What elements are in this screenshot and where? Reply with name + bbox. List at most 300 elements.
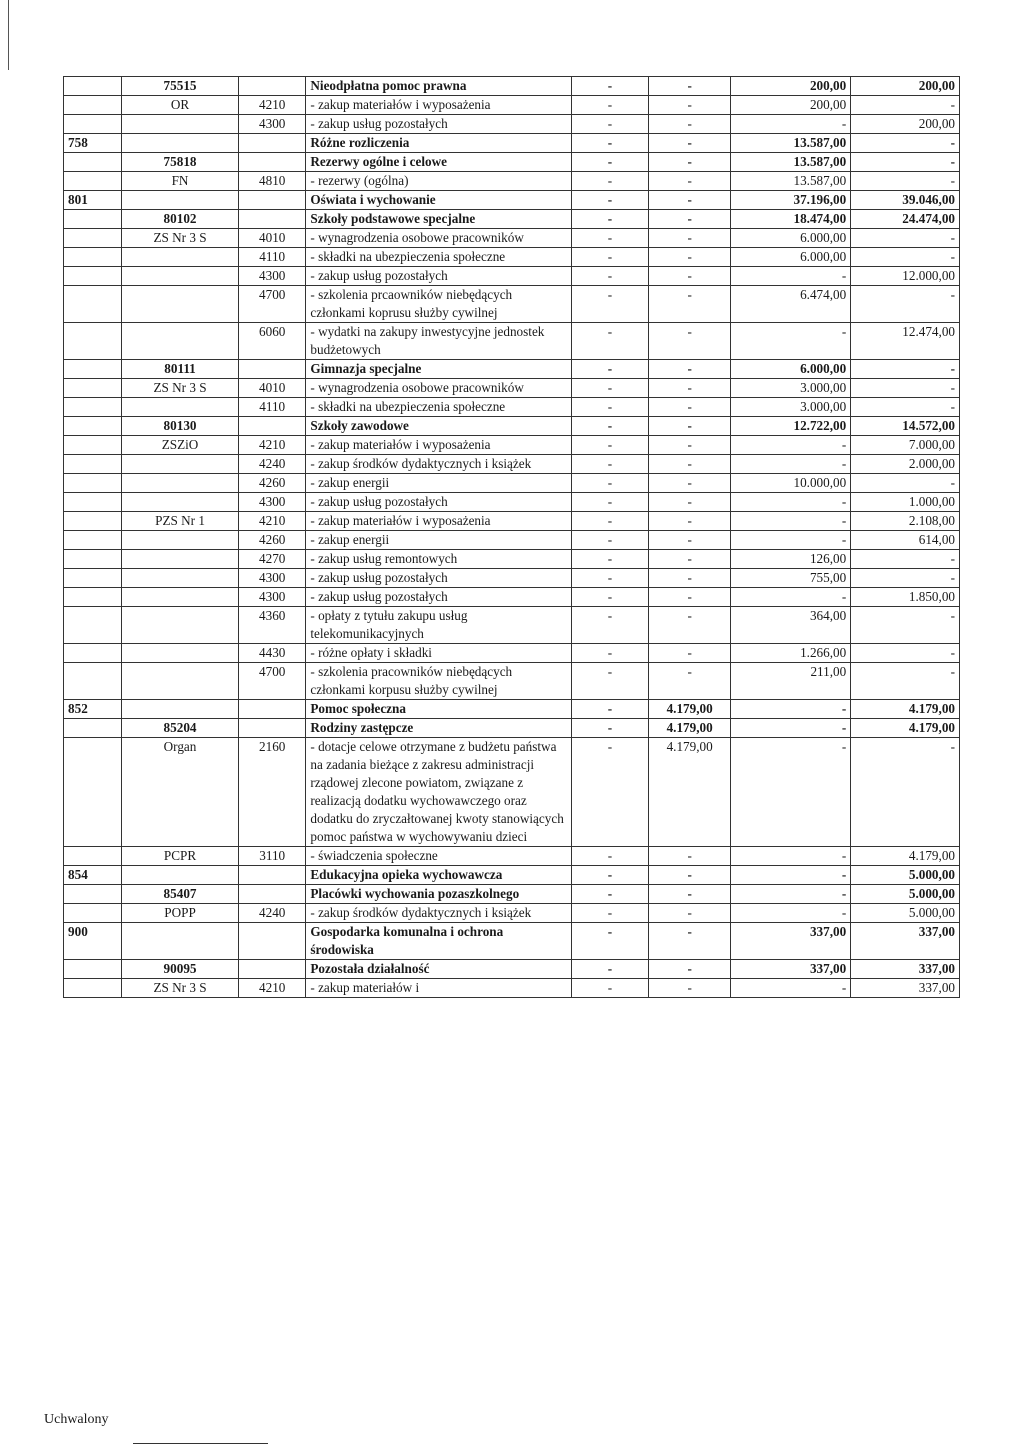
amount-cell: 5.000,00 (851, 866, 960, 885)
name-cell: Oświata i wychowanie (306, 191, 571, 210)
dzial-cell (64, 115, 122, 134)
dzial-cell (64, 323, 122, 360)
amount-cell: 5.000,00 (851, 885, 960, 904)
amount-cell: - (649, 172, 731, 191)
paragraf-cell (239, 719, 306, 738)
amount-cell: - (649, 474, 731, 493)
amount-cell: 13.587,00 (731, 134, 851, 153)
amount-cell: - (571, 191, 649, 210)
table-row (64, 663, 960, 700)
amount-cell: - (571, 248, 649, 267)
table-row (64, 700, 960, 719)
amount-cell: - (731, 700, 851, 719)
amount-cell: - (649, 153, 731, 172)
amount-cell: - (731, 738, 851, 847)
amount-cell: - (571, 229, 649, 248)
amount-cell: - (571, 663, 649, 700)
amount-cell: - (731, 866, 851, 885)
amount-cell: - (649, 436, 731, 455)
paragraf-cell (239, 134, 306, 153)
name-cell: - zakup materiałów i wyposażenia (306, 96, 571, 115)
dzial-cell: 758 (64, 134, 122, 153)
paragraf-cell: 6060 (239, 323, 306, 360)
rozdzial-cell (122, 493, 239, 512)
rozdzial-cell (122, 923, 239, 960)
budget-table (63, 76, 960, 998)
amount-cell: - (851, 360, 960, 379)
paragraf-cell: 4010 (239, 379, 306, 398)
amount-cell: - (649, 512, 731, 531)
rozdzial-cell (122, 866, 239, 885)
amount-cell: - (851, 172, 960, 191)
amount-cell: - (731, 323, 851, 360)
name-cell: - wynagrodzenia osobowe pracowników (306, 379, 571, 398)
table-row (64, 267, 960, 286)
paragraf-cell (239, 700, 306, 719)
amount-cell: - (649, 286, 731, 323)
table-row (64, 719, 960, 738)
table-row (64, 644, 960, 663)
paragraf-cell: 4110 (239, 398, 306, 417)
name-cell: - zakup usług pozostałych (306, 569, 571, 588)
paragraf-cell: 4240 (239, 455, 306, 474)
amount-cell: - (571, 474, 649, 493)
paragraf-cell (239, 153, 306, 172)
paragraf-cell: 4810 (239, 172, 306, 191)
amount-cell: - (571, 644, 649, 663)
paragraf-cell: 4700 (239, 286, 306, 323)
amount-cell: - (571, 172, 649, 191)
rozdzial-cell: ZS Nr 3 S (122, 229, 239, 248)
amount-cell: 4.179,00 (649, 700, 731, 719)
amount-cell: - (649, 866, 731, 885)
amount-cell: - (731, 493, 851, 512)
amount-cell: - (731, 847, 851, 866)
name-cell: - zakup środków dydaktycznych i książek (306, 455, 571, 474)
paragraf-cell: 4270 (239, 550, 306, 569)
rozdzial-cell: 75515 (122, 77, 239, 96)
rozdzial-cell: ZS Nr 3 S (122, 979, 239, 998)
amount-cell: 337,00 (851, 960, 960, 979)
paragraf-cell: 4260 (239, 474, 306, 493)
table-row (64, 134, 960, 153)
table-row (64, 96, 960, 115)
dzial-cell (64, 979, 122, 998)
rozdzial-cell: PZS Nr 1 (122, 512, 239, 531)
paragraf-cell: 4360 (239, 607, 306, 644)
amount-cell: - (649, 663, 731, 700)
paragraf-cell (239, 417, 306, 436)
amount-cell: - (571, 96, 649, 115)
paragraf-cell (239, 885, 306, 904)
name-cell: Gimnazja specjalne (306, 360, 571, 379)
table-row (64, 398, 960, 417)
amount-cell: - (731, 885, 851, 904)
name-cell: - wynagrodzenia osobowe pracowników (306, 229, 571, 248)
rozdzial-cell (122, 569, 239, 588)
table-row (64, 77, 960, 96)
rozdzial-cell: ZS Nr 3 S (122, 379, 239, 398)
table-row (64, 979, 960, 998)
paragraf-cell (239, 866, 306, 885)
table-row (64, 360, 960, 379)
amount-cell: - (851, 134, 960, 153)
dzial-cell (64, 229, 122, 248)
name-cell: Różne rozliczenia (306, 134, 571, 153)
paragraf-cell: 4300 (239, 493, 306, 512)
name-cell: - opłaty z tytułu zakupu usług telekomunikacyjnych (306, 607, 571, 644)
rozdzial-cell: 80111 (122, 360, 239, 379)
name-cell: - zakup energii (306, 474, 571, 493)
amount-cell: - (649, 960, 731, 979)
rozdzial-cell (122, 267, 239, 286)
dzial-cell (64, 512, 122, 531)
rozdzial-cell (122, 286, 239, 323)
amount-cell: - (851, 398, 960, 417)
amount-cell: - (851, 663, 960, 700)
table-row (64, 115, 960, 134)
amount-cell: - (649, 115, 731, 134)
name-cell: - składki na ubezpieczenia społeczne (306, 398, 571, 417)
footer-note: Uchwalony (44, 1412, 109, 1427)
dzial-cell (64, 847, 122, 866)
dzial-cell (64, 493, 122, 512)
amount-cell: 6.000,00 (731, 360, 851, 379)
dzial-cell (64, 960, 122, 979)
rozdzial-cell: OR (122, 96, 239, 115)
paragraf-cell (239, 191, 306, 210)
amount-cell: - (649, 904, 731, 923)
name-cell: - zakup usług pozostałych (306, 115, 571, 134)
table-row (64, 172, 960, 191)
amount-cell: - (649, 267, 731, 286)
amount-cell: 614,00 (851, 531, 960, 550)
paragraf-cell (239, 360, 306, 379)
table-row (64, 588, 960, 607)
dzial-cell (64, 550, 122, 569)
dzial-cell: 852 (64, 700, 122, 719)
paragraf-cell: 4210 (239, 979, 306, 998)
amount-cell: - (571, 550, 649, 569)
dzial-cell (64, 379, 122, 398)
rozdzial-cell (122, 248, 239, 267)
amount-cell: 200,00 (851, 77, 960, 96)
dzial-cell (64, 153, 122, 172)
amount-cell: - (571, 700, 649, 719)
amount-cell: 3.000,00 (731, 379, 851, 398)
name-cell: - świadczenia społeczne (306, 847, 571, 866)
amount-cell: - (571, 512, 649, 531)
amount-cell: - (851, 153, 960, 172)
amount-cell: 1.000,00 (851, 493, 960, 512)
name-cell: - zakup usług remontowych (306, 550, 571, 569)
budget-table-body (64, 77, 960, 998)
amount-cell: 126,00 (731, 550, 851, 569)
paragraf-cell (239, 77, 306, 96)
amount-cell: - (731, 115, 851, 134)
amount-cell: 364,00 (731, 607, 851, 644)
dzial-cell (64, 455, 122, 474)
amount-cell: - (571, 923, 649, 960)
dzial-cell (64, 172, 122, 191)
name-cell: - szkolenia pracowników niebędących członkami korpusu służby cywilnej (306, 663, 571, 700)
amount-cell: - (571, 455, 649, 474)
amount-cell: 337,00 (731, 960, 851, 979)
amount-cell: 5.000,00 (851, 904, 960, 923)
dzial-cell (64, 210, 122, 229)
amount-cell: - (649, 210, 731, 229)
amount-cell: - (571, 588, 649, 607)
amount-cell: - (851, 96, 960, 115)
table-row (64, 191, 960, 210)
name-cell: - zakup usług pozostałych (306, 493, 571, 512)
amount-cell: - (571, 866, 649, 885)
amount-cell: - (571, 267, 649, 286)
amount-cell: - (851, 550, 960, 569)
amount-cell: 4.179,00 (649, 738, 731, 847)
scan-edge-mark (8, 0, 9, 70)
amount-cell: - (851, 379, 960, 398)
dzial-cell (64, 360, 122, 379)
table-row (64, 323, 960, 360)
amount-cell: 200,00 (731, 96, 851, 115)
table-row (64, 493, 960, 512)
amount-cell: - (851, 644, 960, 663)
paragraf-cell: 4210 (239, 436, 306, 455)
amount-cell: 37.196,00 (731, 191, 851, 210)
name-cell: Edukacyjna opieka wychowawcza (306, 866, 571, 885)
amount-cell: - (571, 531, 649, 550)
rozdzial-cell (122, 134, 239, 153)
dzial-cell (64, 885, 122, 904)
paragraf-cell: 4300 (239, 115, 306, 134)
paragraf-cell: 4210 (239, 512, 306, 531)
amount-cell: 4.179,00 (851, 700, 960, 719)
amount-cell: 6.474,00 (731, 286, 851, 323)
dzial-cell (64, 286, 122, 323)
rozdzial-cell (122, 474, 239, 493)
amount-cell: - (571, 77, 649, 96)
amount-cell: - (649, 229, 731, 248)
amount-cell: - (571, 379, 649, 398)
name-cell: Szkoły zawodowe (306, 417, 571, 436)
rozdzial-cell: Organ (122, 738, 239, 847)
amount-cell: - (571, 719, 649, 738)
amount-cell: - (649, 979, 731, 998)
amount-cell: - (571, 417, 649, 436)
budget-sheet (63, 76, 960, 1324)
dzial-cell (64, 904, 122, 923)
amount-cell: - (571, 360, 649, 379)
amount-cell: 755,00 (731, 569, 851, 588)
amount-cell: - (649, 550, 731, 569)
amount-cell: - (851, 286, 960, 323)
amount-cell: - (649, 248, 731, 267)
dzial-cell (64, 248, 122, 267)
table-row (64, 436, 960, 455)
paragraf-cell: 4110 (239, 248, 306, 267)
amount-cell: - (649, 885, 731, 904)
dzial-cell (64, 738, 122, 847)
rozdzial-cell: 90095 (122, 960, 239, 979)
amount-cell: - (571, 607, 649, 644)
name-cell: - zakup materiałów i wyposażenia (306, 436, 571, 455)
name-cell: Pozostała działalność (306, 960, 571, 979)
amount-cell: 1.266,00 (731, 644, 851, 663)
name-cell: Gospodarka komunalna i ochrona środowiska (306, 923, 571, 960)
rozdzial-cell (122, 700, 239, 719)
rozdzial-cell: ZSZiO (122, 436, 239, 455)
amount-cell: - (571, 398, 649, 417)
table-row (64, 153, 960, 172)
amount-cell: - (851, 738, 960, 847)
amount-cell: - (649, 77, 731, 96)
table-row (64, 923, 960, 960)
amount-cell: - (571, 847, 649, 866)
amount-cell: 18.474,00 (731, 210, 851, 229)
amount-cell: - (571, 493, 649, 512)
table-row (64, 866, 960, 885)
rozdzial-cell (122, 663, 239, 700)
dzial-cell (64, 417, 122, 436)
rozdzial-cell (122, 191, 239, 210)
amount-cell: - (851, 248, 960, 267)
rozdzial-cell: PCPR (122, 847, 239, 866)
name-cell: - wydatki na zakupy inwestycyjne jednostek budżetowych (306, 323, 571, 360)
rozdzial-cell (122, 115, 239, 134)
amount-cell: 13.587,00 (731, 172, 851, 191)
paragraf-cell: 2160 (239, 738, 306, 847)
amount-cell: - (731, 267, 851, 286)
amount-cell: - (731, 588, 851, 607)
amount-cell: - (731, 531, 851, 550)
rozdzial-cell (122, 323, 239, 360)
amount-cell: - (649, 531, 731, 550)
rozdzial-cell (122, 531, 239, 550)
amount-cell: - (731, 904, 851, 923)
amount-cell: - (649, 191, 731, 210)
amount-cell: - (571, 286, 649, 323)
dzial-cell (64, 607, 122, 644)
amount-cell: - (571, 436, 649, 455)
name-cell: - zakup usług pozostałych (306, 267, 571, 286)
name-cell: - zakup materiałów i wyposażenia (306, 512, 571, 531)
name-cell: Szkoły podstawowe specjalne (306, 210, 571, 229)
name-cell: - zakup usług pozostałych (306, 588, 571, 607)
amount-cell: 211,00 (731, 663, 851, 700)
amount-cell: 337,00 (851, 979, 960, 998)
rozdzial-cell (122, 607, 239, 644)
table-row (64, 904, 960, 923)
name-cell: - szkolenia prcaowników niebędących członkami koprusu służby cywilnej (306, 286, 571, 323)
amount-cell: - (649, 455, 731, 474)
name-cell: Rodziny zastępcze (306, 719, 571, 738)
dzial-cell (64, 77, 122, 96)
amount-cell: - (571, 960, 649, 979)
paragraf-cell (239, 210, 306, 229)
table-row (64, 229, 960, 248)
amount-cell: 24.474,00 (851, 210, 960, 229)
paragraf-cell: 4700 (239, 663, 306, 700)
paragraf-cell: 3110 (239, 847, 306, 866)
amount-cell: - (571, 979, 649, 998)
amount-cell: - (571, 115, 649, 134)
rozdzial-cell: 85204 (122, 719, 239, 738)
amount-cell: - (731, 512, 851, 531)
amount-cell: - (649, 569, 731, 588)
dzial-cell (64, 267, 122, 286)
amount-cell: 4.179,00 (851, 719, 960, 738)
amount-cell: - (571, 904, 649, 923)
rozdzial-cell (122, 550, 239, 569)
dzial-cell: 801 (64, 191, 122, 210)
table-row (64, 550, 960, 569)
dzial-cell (64, 474, 122, 493)
amount-cell: - (731, 436, 851, 455)
amount-cell: 337,00 (731, 923, 851, 960)
amount-cell: - (649, 398, 731, 417)
rozdzial-cell: 80102 (122, 210, 239, 229)
amount-cell: 3.000,00 (731, 398, 851, 417)
amount-cell: - (851, 569, 960, 588)
signature-line (133, 1443, 268, 1444)
dzial-cell: 854 (64, 866, 122, 885)
amount-cell: - (731, 979, 851, 998)
amount-cell: 2.108,00 (851, 512, 960, 531)
amount-cell: - (731, 719, 851, 738)
amount-cell: - (571, 569, 649, 588)
amount-cell: - (571, 323, 649, 360)
amount-cell: - (649, 96, 731, 115)
rozdzial-cell: 75818 (122, 153, 239, 172)
table-row (64, 286, 960, 323)
amount-cell: - (649, 323, 731, 360)
table-row (64, 885, 960, 904)
paragraf-cell: 4300 (239, 569, 306, 588)
amount-cell: 7.000,00 (851, 436, 960, 455)
amount-cell: - (649, 588, 731, 607)
amount-cell: 13.587,00 (731, 153, 851, 172)
paragraf-cell: 4300 (239, 588, 306, 607)
name-cell: - rezerwy (ogólna) (306, 172, 571, 191)
amount-cell: - (649, 923, 731, 960)
dzial-cell (64, 588, 122, 607)
amount-cell: 337,00 (851, 923, 960, 960)
table-row (64, 455, 960, 474)
rozdzial-cell: FN (122, 172, 239, 191)
table-row (64, 512, 960, 531)
amount-cell: 200,00 (731, 77, 851, 96)
table-row (64, 248, 960, 267)
amount-cell: - (851, 474, 960, 493)
rozdzial-cell: POPP (122, 904, 239, 923)
amount-cell: - (851, 607, 960, 644)
table-row (64, 417, 960, 436)
amount-cell: - (649, 847, 731, 866)
amount-cell: 4.179,00 (649, 719, 731, 738)
amount-cell: 10.000,00 (731, 474, 851, 493)
amount-cell: - (649, 493, 731, 512)
name-cell: - składki na ubezpieczenia społeczne (306, 248, 571, 267)
rozdzial-cell (122, 588, 239, 607)
table-row (64, 960, 960, 979)
paragraf-cell (239, 960, 306, 979)
amount-cell: - (851, 229, 960, 248)
amount-cell: - (649, 644, 731, 663)
dzial-cell (64, 719, 122, 738)
amount-cell: - (571, 738, 649, 847)
amount-cell: 39.046,00 (851, 191, 960, 210)
